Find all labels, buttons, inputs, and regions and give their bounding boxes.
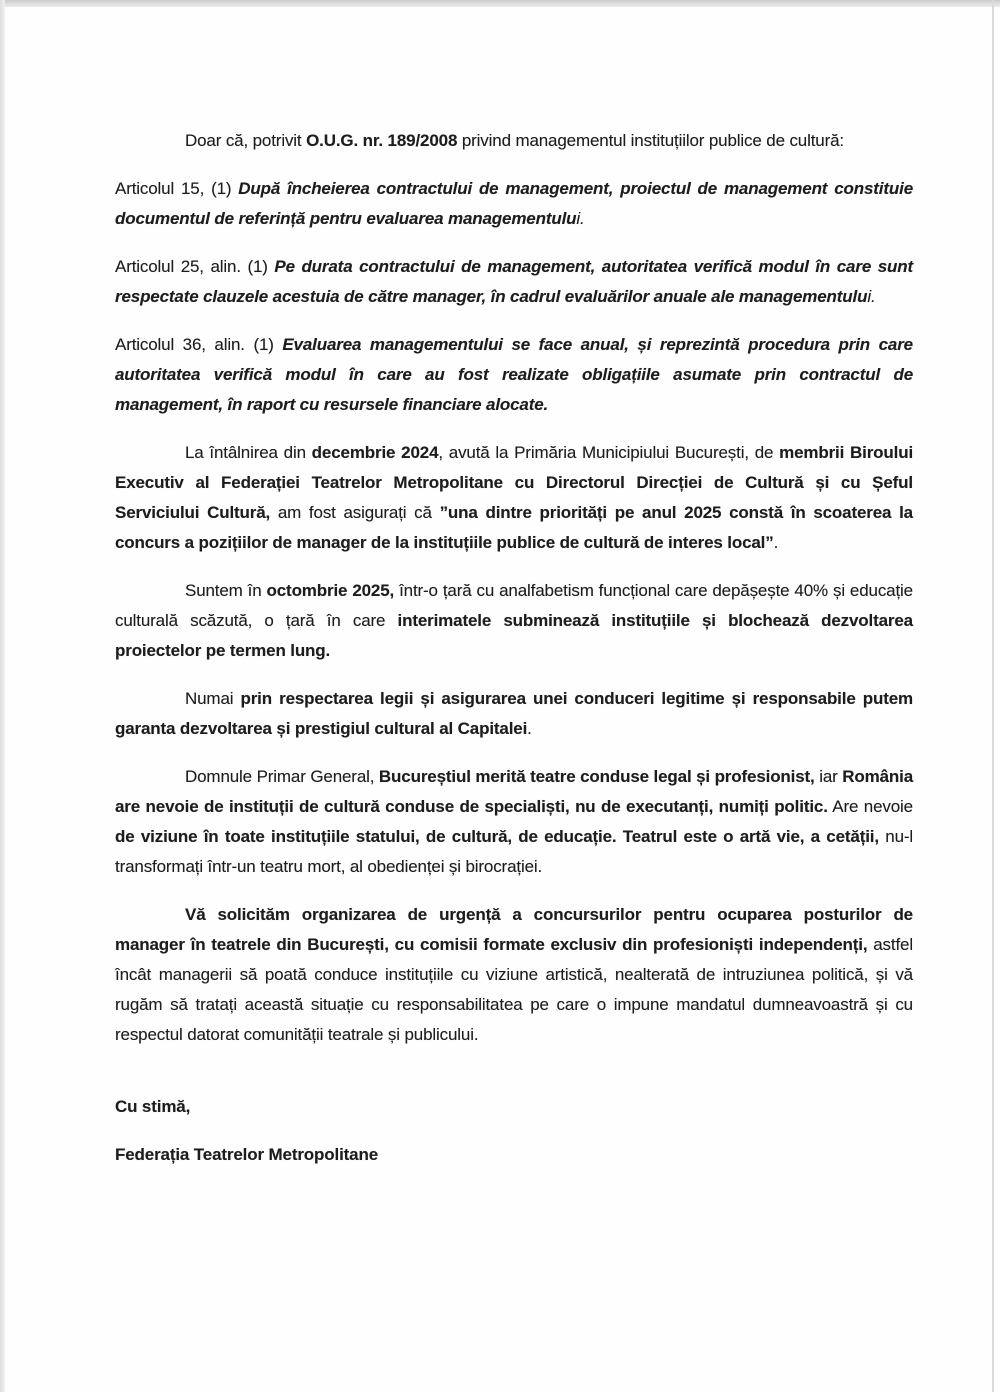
- text-run: interimatele subminează instituțiile și blochează dezvoltarea proiectelor pe termen lung.: [115, 611, 913, 660]
- text-run: La întâlnirea din: [185, 443, 312, 462]
- article-25-quote: [115, 252, 913, 312]
- text-run: Cu stimă,: [115, 1097, 191, 1116]
- text-run: ”una dintre priorități pe anul 2025 constă în scoaterea la concurs a pozițiilor de manager de la instituțiile publice de cultură de interes local”: [115, 503, 913, 552]
- text-run: astfel încât managerii să poată conduce instituțiile cu viziune artistică, nealterată de intruziunea politică, și vă rugăm să tratați această situație cu responsabilitatea pe care o impune mandatul dumneavoastră și cu respectul datorat comunității teatrale și publicului.: [115, 935, 913, 1044]
- text-run: i.: [867, 287, 876, 306]
- text-run: O.U.G. nr. 189/2008: [306, 131, 458, 150]
- text-run: Articolul 36, alin. (1): [115, 335, 283, 354]
- opening-statement: [115, 126, 913, 156]
- text-run: Pe durata contractului de management, autoritatea verifică modul în care sunt respectate clauzele acestuia de către manager, în cadrul evaluărilor anuale ale managementulu: [115, 257, 913, 306]
- october-context-paragraph: [115, 576, 913, 666]
- text-run: Doar că, potrivit: [185, 131, 307, 150]
- text-run: Are nevoie: [827, 797, 913, 816]
- text-run: Bucureștiul merită teatre conduse legal și profesionist,: [378, 767, 815, 786]
- text-run: nu-l transformați într-un teatru mort, al obedienței și birocrației.: [115, 827, 914, 876]
- text-run: octombrie 2025,: [266, 581, 395, 600]
- december-meeting-paragraph: [115, 438, 913, 558]
- text-run: Vă solicităm organizarea de urgență a concursurilor pentru ocuparea posturilor de manager în teatrele din București, cu comisii formate exclusiv din profesioniști independenți,: [115, 905, 913, 954]
- text-run: .: [527, 719, 532, 738]
- text-run: Domnule Primar General,: [185, 767, 379, 786]
- text-run: Articolul 25, alin. (1): [115, 257, 275, 276]
- scan-edge-left: [0, 0, 5, 1392]
- text-run: am fost asigurați că: [270, 503, 440, 522]
- text-run: privind managementul instituțiilor publice de cultură:: [457, 131, 845, 150]
- text-run: i.: [576, 209, 585, 228]
- rule-of-law-paragraph: [115, 684, 913, 744]
- text-run: decembrie 2024: [311, 443, 439, 462]
- text-run: într-o țară cu analfabetism funcțional care depășește 40% și educație culturală scăzută, o țară în care: [115, 581, 913, 630]
- text-run: , avută la Primăria Municipiului București, de: [438, 443, 780, 462]
- signature-organization: [115, 1140, 913, 1170]
- text-run: Federația Teatrelor Metropolitane: [115, 1145, 379, 1164]
- scan-edge-top: [0, 0, 1000, 7]
- text-run: iar: [814, 767, 843, 786]
- article-15-quote: [115, 174, 913, 234]
- mayor-appeal-paragraph: [115, 762, 913, 882]
- text-run: Numai: [185, 689, 241, 708]
- closing-salutation: [115, 1092, 913, 1122]
- text-run: membrii Biroului Executiv al Federației Teatrelor Metropolitane cu Directorul Direcției de Cultură și cu Șeful Serviciului Cultură,: [115, 443, 914, 522]
- text-run: Evaluarea managementului se face anual, și reprezintă procedura prin care autoritatea verifică modul în care au fost realizate obligațiile asumate prin contractul de management, în raport cu resursele financiare alocate.: [115, 335, 913, 414]
- article-36-quote: [115, 330, 913, 420]
- text-run: de viziune în toate instituțiile statului, de cultură, de educație. Teatrul este o artă vie, a cetății,: [115, 827, 879, 846]
- scan-edge-right: [992, 0, 994, 1392]
- text-run: Articolul 15, (1): [115, 179, 239, 198]
- text-run: România are nevoie de instituții de cultură conduse de specialiști, nu de executanți, numiți politic.: [115, 767, 914, 816]
- text-run: După încheierea contractului de management, proiectul de management constituie documentul de referință pentru evaluarea managementulu: [115, 179, 913, 228]
- text-run: prin respectarea legii și asigurarea unei conduceri legitime și responsabile putem garanta dezvoltarea și prestigiul cultural al Capitalei: [115, 689, 913, 738]
- text-run: .: [773, 533, 779, 552]
- text-run: Suntem în: [185, 581, 267, 600]
- urgent-request-paragraph: [115, 900, 913, 1050]
- document-body: [115, 126, 913, 1188]
